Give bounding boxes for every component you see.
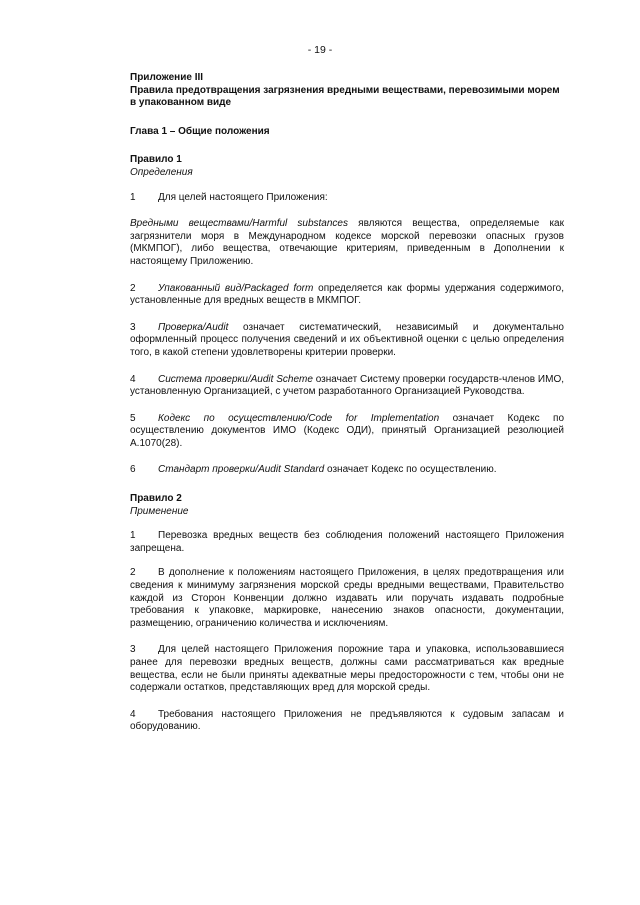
rule1-para-1: 1 Для целей настоящего Приложения: — [130, 191, 328, 203]
rule1-para-6: 6 Стандарт проверки/Audit Standard означает Кодекс по осуществлению. — [130, 464, 497, 476]
rule1-para-5: 5 Кодекс по осуществлению/Code for Implementation означает Кодекс по осуществлению документов ИМО (Кодекс ОДИ), принятый Организацией резолюцией A.1070(28). — [130, 412, 565, 449]
page-number: - 19 - — [307, 44, 333, 56]
chapter-title: Глава 1 – Общие положения — [130, 125, 270, 137]
document-body — [130, 72, 564, 734]
rule2-para-2: 2 В дополнение к положениям настоящего Приложения, в целях предотвращения или сведения к минимуму загрязнения морской среды вредными веществами, Правительство каждой из Сторон Конвенции должно издавать или поручать издавать подробные требования к упаковке, маркировке, нанесению знаков опасности, документации, размещению, ограничению количества и исключениям. — [130, 567, 564, 629]
rule1-heading — [130, 154, 564, 179]
rule2-para-1: 1 Перевозка вредных веществ без соблюдения положений настоящего Приложения запрещена. — [130, 530, 564, 554]
rule1-para-2: 2 Упакованный вид/Packaged form определяется как формы удержания содержимого, установленные для вредных веществ в МКМПОГ. — [130, 282, 564, 307]
rule1-para-def-harmful: Вредными веществами/Harmful substances являются вещества, определяемые как загрязнители моря в Международном кодексе морской перевозки опасных грузов (МКМПОГ), либо вещества, отвечающие критериям, приведенным в Дополнении к настоящему Приложению. — [130, 218, 564, 267]
term-harmful-substances: Вредными веществами/Harmful substances — [130, 218, 348, 230]
term-audit-standard: Стандарт проверки/Audit Standard — [158, 464, 325, 476]
term-audit-scheme: Система проверки/Audit Scheme — [158, 373, 313, 385]
rule1-title: Правило 1 — [130, 154, 182, 166]
term-code-for-implementation: Кодекс по осуществлению/Code for Implementation — [158, 412, 440, 424]
annex-title: Правила предотвращения загрязнения вредными веществами, перевозимыми морем в упакованном виде — [130, 84, 560, 109]
annex-heading — [130, 72, 564, 110]
term-packaged-form: Упакованный вид/Packaged form — [158, 282, 314, 294]
rule2-heading — [130, 493, 564, 518]
annex-label: Приложение III — [130, 72, 204, 83]
rule2-para-3: 3 Для целей настоящего Приложения порожние тара и упаковка, использовавшиеся ранее для перевозки вредных веществ, должны сами рассматриваться как вредные вещества, если не были приняты адекватные меры предосторожности с тем, чтобы они не содержали остатков, представляющих вред для морской среды. — [130, 644, 564, 694]
rule2-subtitle: Применение — [130, 505, 189, 517]
rule2-para-4: 4 Требования настоящего Приложения не предъявляются к судовым запасам и оборудованию. — [130, 708, 564, 733]
rule1-subtitle: Определения — [130, 166, 193, 178]
rule1-para-3: 3 Проверка/Audit означает систематический, независимый и документально оформленный процесс получения сведений и их объективной оценки с целью определения того, в какой степени удовлетворены критерии проверки. — [130, 321, 564, 358]
term-audit: Проверка/Audit — [158, 321, 229, 333]
rule2-title: Правило 2 — [130, 493, 182, 505]
rule1-para-4: 4 Система проверки/Audit Scheme означает Систему проверки государств-членов ИМО, установленную Организацией, с учетом разработанного Организацией Руководства. — [130, 373, 565, 398]
